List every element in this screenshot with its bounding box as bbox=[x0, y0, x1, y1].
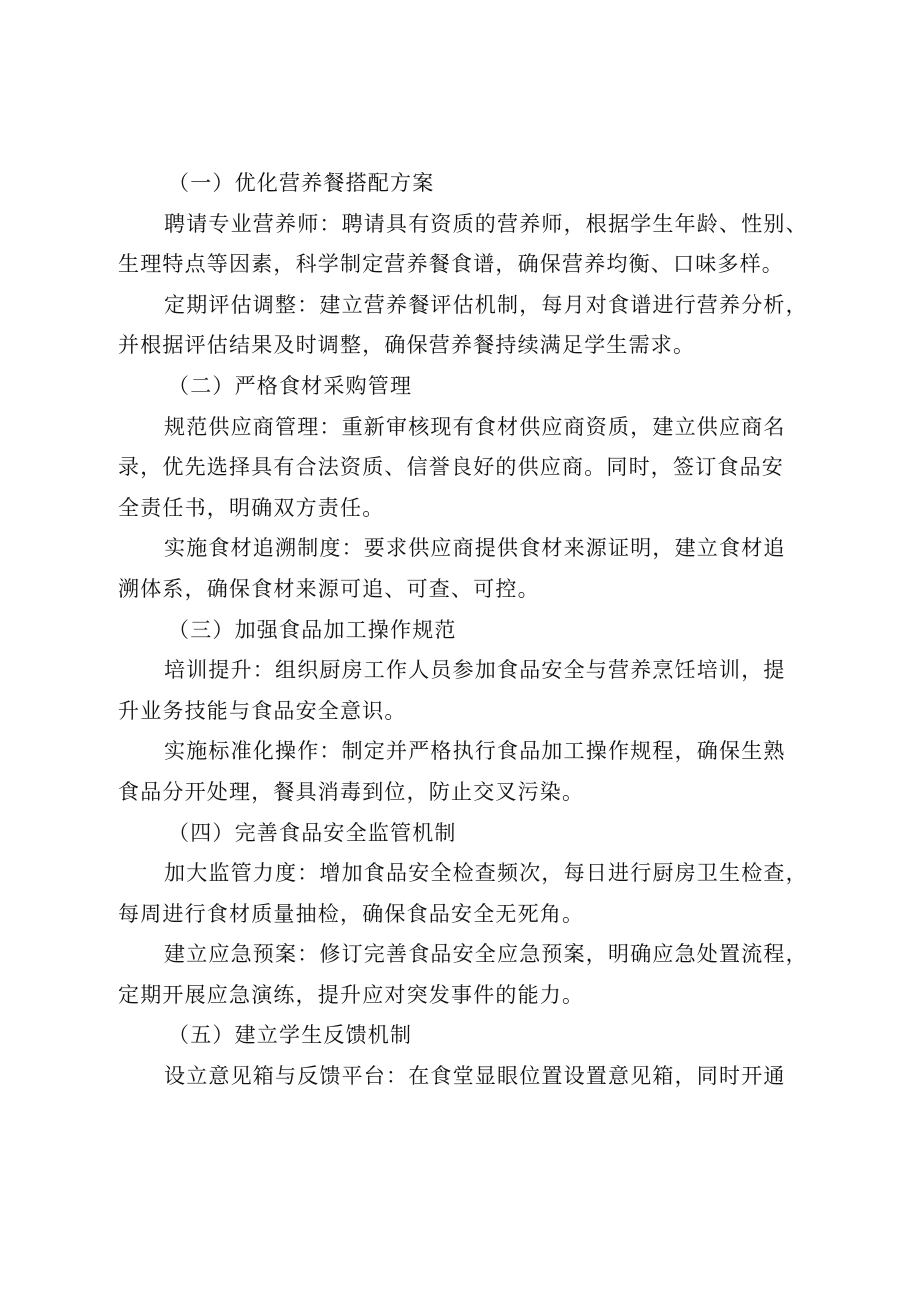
paragraph-line: 每周进行食材质量抽检，确保食品安全无死角。 bbox=[118, 901, 585, 926]
paragraph-first-line: 加大监管力度：增加食品安全检查频次，每日进行厨房卫生检查， bbox=[164, 861, 808, 886]
section-heading: （二）严格食材采购管理 bbox=[168, 373, 413, 398]
paragraph-first-line: 设立意见箱与反馈平台：在食堂显眼位置设置意见箱，同时开通 bbox=[164, 1064, 786, 1089]
paragraph-first-line: 规范供应商管理：重新审核现有食材供应商资质，建立供应商名 bbox=[164, 414, 786, 439]
paragraph-first-line: 建立应急预案：修订完善食品安全应急预案，明确应急处置流程， bbox=[164, 942, 808, 967]
paragraph-first-line: 实施食材追溯制度：要求供应商提供食材来源证明，建立食材追 bbox=[164, 536, 786, 561]
paragraph-first-line: 定期评估调整：建立营养餐评估机制，每月对食谱进行营养分析， bbox=[164, 292, 808, 317]
paragraph-line: 并根据评估结果及时调整，确保营养餐持续满足学生需求。 bbox=[118, 333, 696, 358]
paragraph-first-line: 培训提升：组织厨房工作人员参加食品安全与营养烹饪培训，提 bbox=[164, 658, 786, 683]
section-heading: （五）建立学生反馈机制 bbox=[168, 1023, 413, 1048]
section-heading: （四）完善食品安全监管机制 bbox=[168, 820, 457, 845]
paragraph-line: 定期开展应急演练，提升应对突发事件的能力。 bbox=[118, 982, 585, 1007]
paragraph-line: 全责任书，明确双方责任。 bbox=[118, 495, 385, 520]
paragraph-line: 食品分开处理，餐具消毒到位，防止交叉污染。 bbox=[118, 779, 585, 804]
paragraph-line: 升业务技能与食品安全意识。 bbox=[118, 698, 407, 723]
paragraph-line: 录，优先选择具有合法资质、信誉良好的供应商。同时，签订食品安 bbox=[118, 455, 784, 480]
paragraph-line: 溯体系，确保食材来源可追、可查、可控。 bbox=[118, 576, 540, 601]
paragraph-first-line: 实施标准化操作：制定并严格执行食品加工操作规程，确保生熟 bbox=[164, 739, 786, 764]
paragraph-first-line: 聘请专业营养师：聘请具有资质的营养师，根据学生年龄、性别、 bbox=[164, 211, 808, 236]
section-heading: （三）加强食品加工操作规范 bbox=[168, 617, 457, 642]
document-body bbox=[118, 163, 828, 1097]
paragraph-line: 生理特点等因素，科学制定营养餐食谱，确保营养均衡、口味多样。 bbox=[118, 252, 784, 277]
section-heading: （一）优化营养餐搭配方案 bbox=[168, 171, 435, 195]
